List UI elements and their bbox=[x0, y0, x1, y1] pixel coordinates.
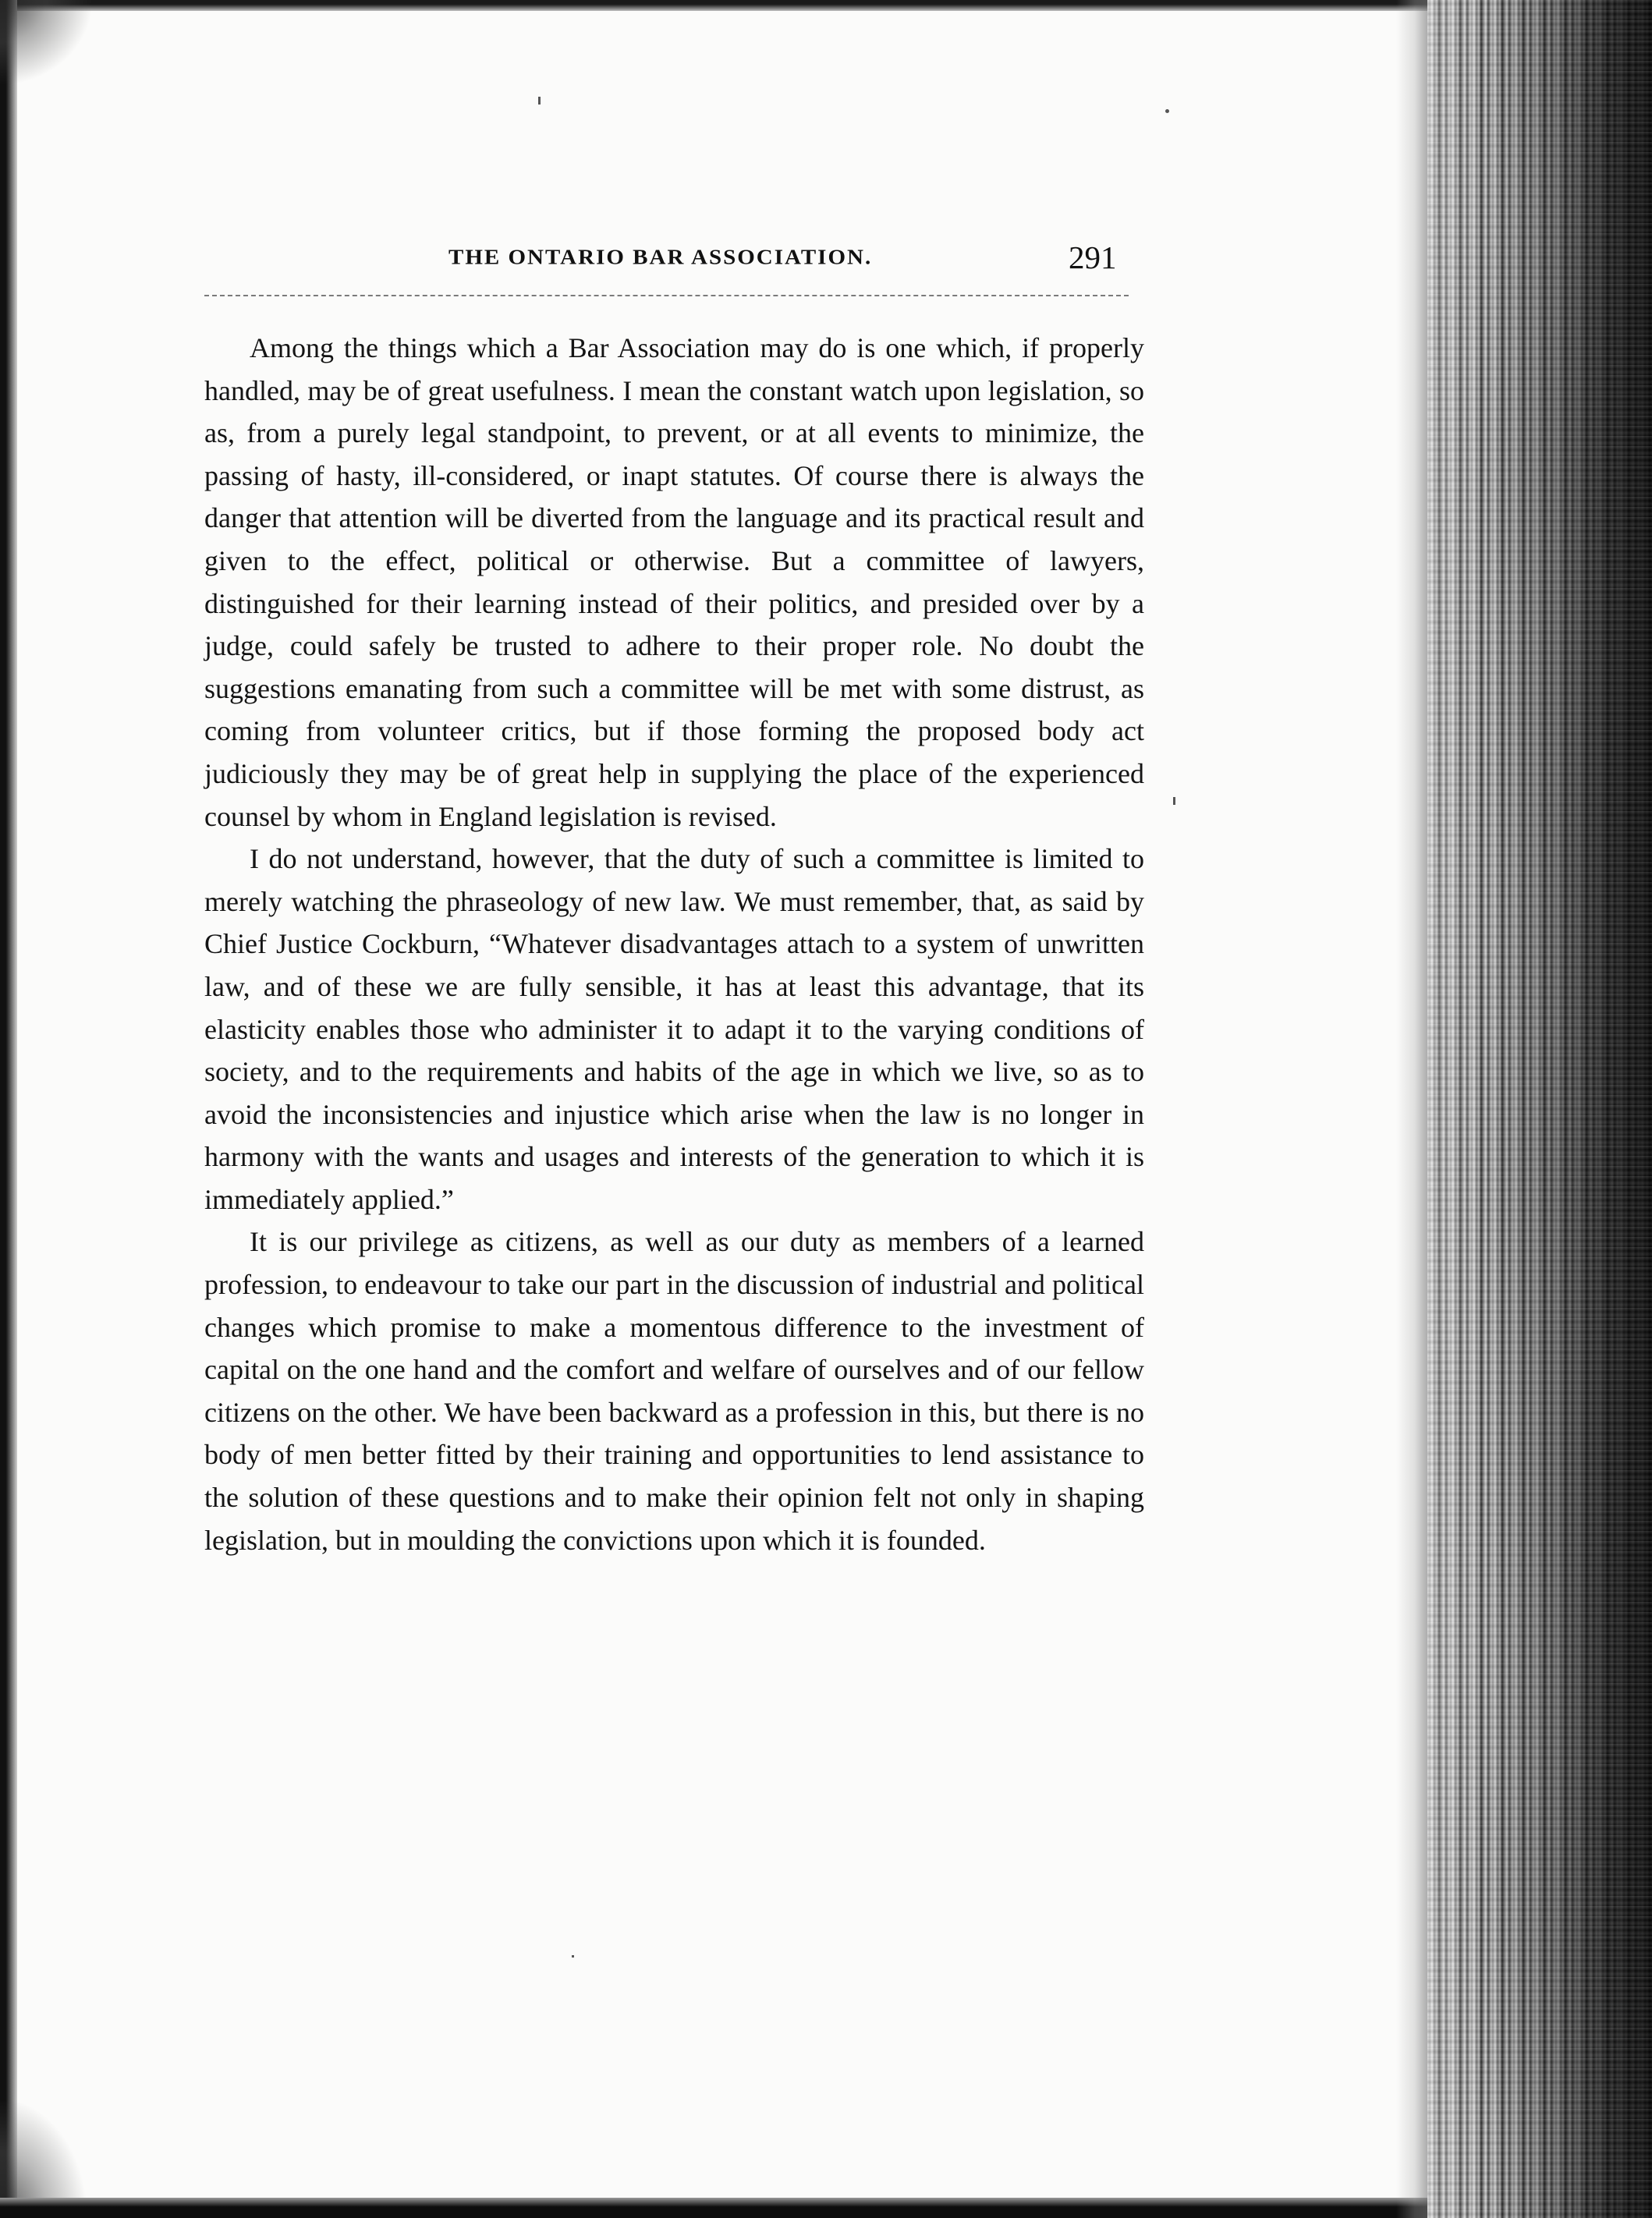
scan-corner-shadow bbox=[0, 0, 94, 86]
scan-speck bbox=[572, 1955, 574, 1958]
paragraph: I do not understand, however, that the duty of such a committee is limited to merely watching the phraseology of new law. We must remember, that, as said by Chief Justice Cockburn, “Whatever disadvantages attach to a system of unwritten law, and of these we are fully sensible, it has at least this advantage, that its elasticity enables those who administer it to adapt it to the varying conditions of society, and to the requirements and habits of the age in which we live, so as to avoid the inconsistencies and injustice which arise when the law is no longer in harmony with the wants and usages and interests of the generation to which it is immediately applied.” bbox=[204, 843, 1144, 1215]
scan-edge-left bbox=[0, 0, 17, 2218]
paragraph: It is our privilege as citizens, as well as our duty as members of a learned profession, to endeavour to take our part in the discussion of industrial and political changes which promise to make a momentous difference to the investment of capital on the one hand and the comfort and welfare of ourselves and of our fellow citizens on the other. We have been backward as a profession in this, but there is no body of men better fitted by their training and opportunities to lend assistance to the solution of these questions and to make their opinion felt not only in shaping legislation, but in moulding the convictions upon which it is founded. bbox=[204, 1226, 1144, 1556]
page-number: 291 bbox=[1069, 239, 1117, 275]
scan-edge-top bbox=[0, 0, 1427, 11]
book-spine-texture bbox=[1427, 0, 1652, 2218]
scan-edge-bottom bbox=[0, 2198, 1427, 2218]
scan-speck bbox=[538, 97, 541, 105]
running-title: THE ONTARIO BAR ASSOCIATION. bbox=[448, 245, 873, 270]
paragraph: Among the things which a Bar Association may do is one which, if properly handled, may be of great usefulness. I mean the constant watch upon legislation, so as, from a purely legal standpoint, to prevent, or at all events to minimize, the passing of hasty, ill-considered, or inapt statutes. Of course there is always the danger that attention will be diverted from the language and its practical result and given to the effect, political or otherwise. But a committee of lawyers, distinguished for their learning instead of their politics, and presided over by a judge, could safely be trusted to adhere to their proper role. No doubt the suggestions emanating from such a committee will be met with some distrust, as coming from volunteer critics, but if those forming the proposed body act judiciously they may be of great help in supplying the place of the experienced counsel by whom in England legislation is revised. bbox=[204, 332, 1144, 832]
scan-speck bbox=[1165, 109, 1169, 113]
scan-speck bbox=[1173, 797, 1175, 805]
body-text bbox=[204, 327, 1144, 1561]
running-head bbox=[448, 239, 1150, 278]
gutter-shadow bbox=[1396, 0, 1427, 2218]
header-rule bbox=[204, 295, 1129, 296]
